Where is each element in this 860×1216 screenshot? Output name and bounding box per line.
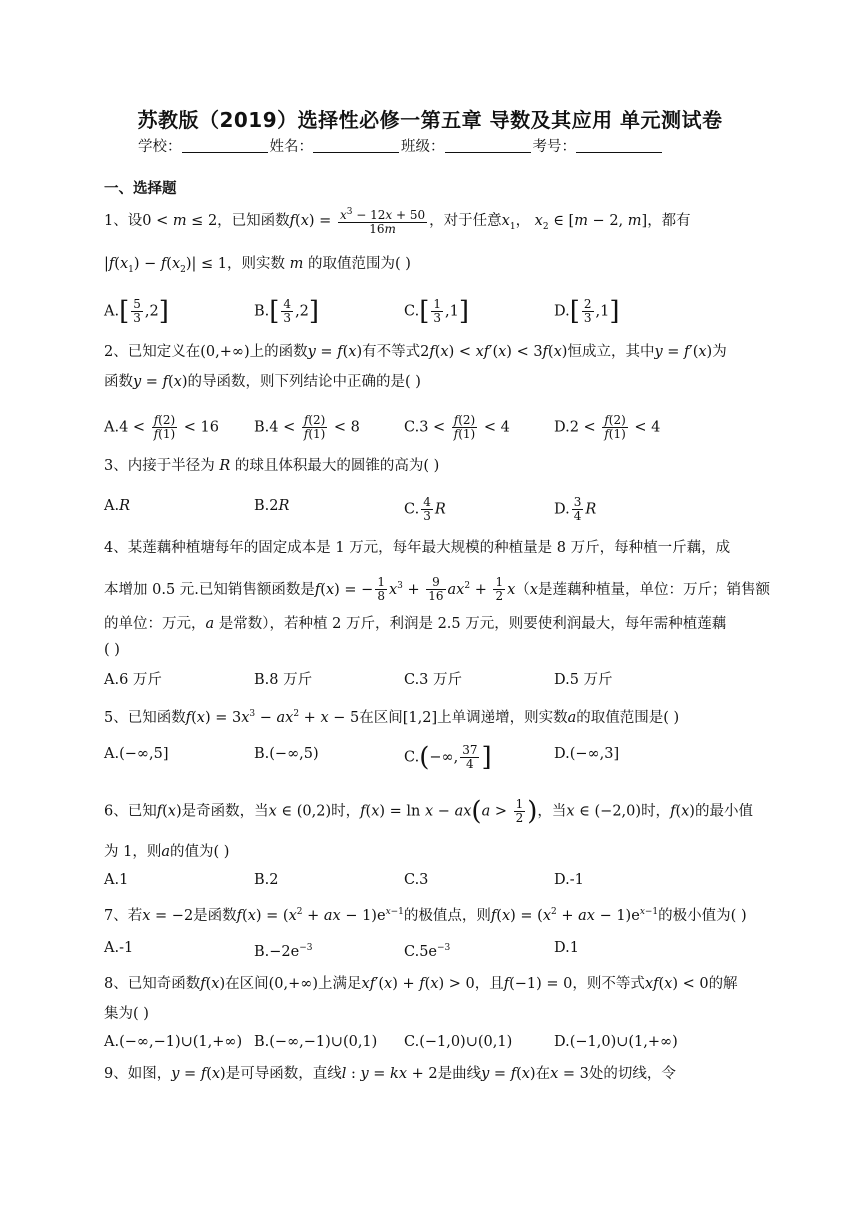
option-b[interactable]: B.8 万斤 [254, 672, 313, 688]
name-label: 姓名： [269, 139, 313, 155]
question-9-line-1: 9、如图，y = f(x)是可导函数，直线l : y = kx + 2是曲线y = f(x)在x = 3处的切线，令 [104, 1066, 676, 1082]
option-d[interactable]: D.(−1,0)∪(1,+∞) [554, 1034, 678, 1050]
question-number: 5、 [104, 709, 128, 726]
question-2-line-1: 2、已知定义在(0,+∞)上的函数y = f(x)有不等式2f(x) < xf′(x) < 3f(x)恒成立，其中y = f′(x)为 [104, 344, 727, 360]
student-info-line [138, 135, 664, 156]
question-4-line-1: 4、某莲藕种植塘每年的固定成本是 1 万元，每年最大规模的种植量是 8 万斤，每种植一斤藕，成 [104, 540, 731, 556]
question-number: 3、 [104, 458, 128, 474]
option-c[interactable]: C.3 < $\frac{f(2)}{f(1)}$ < 4 [404, 413, 510, 441]
page-title: 苏教版（2019）选择性必修一第五章 导数及其应用 单元测试卷 [137, 108, 723, 132]
number-blank[interactable] [576, 138, 662, 153]
question-1-line-2: $|f(x_1) - f(x_2)| \le 1$，则实数 m 的取值范围为( ) [104, 256, 411, 275]
option-d[interactable]: D. $\frac{3}{4}$ R [554, 495, 597, 523]
option-b[interactable]: B.[ $\frac{4}{3}$ ,2] [254, 296, 320, 327]
question-4-line-4: ( ) [104, 642, 120, 658]
option-b[interactable]: B.(−∞,−1)∪(0,1) [254, 1034, 378, 1050]
option-a[interactable]: A.1 [104, 872, 129, 888]
option-b[interactable]: B.4 < $\frac{f(2)}{f(1)}$ < 8 [254, 413, 360, 441]
question-3-line-1: 3、内接于半径为 R 的球且体积最大的圆锥的高为( ) [104, 458, 440, 474]
option-d[interactable]: D.(−∞,3] [554, 746, 620, 762]
class-label: 班级： [401, 139, 445, 155]
name-blank[interactable] [313, 138, 399, 153]
question-6-line-2: 为 1，则a的值为( ) [104, 844, 230, 860]
number-label: 考号： [532, 139, 576, 155]
question-2-line-2: 函数y = f(x)的导函数，则下列结论中正确的是( ) [104, 374, 421, 390]
option-a[interactable]: A.(−∞,−1)∪(1,+∞) [104, 1034, 243, 1050]
section-heading: 一、选择题 [104, 181, 177, 197]
option-a[interactable]: A.4 < $\frac{f(2)}{f(1)}$ < 16 [104, 413, 219, 441]
option-d[interactable]: D.1 [554, 940, 579, 956]
option-d[interactable]: D.2 < $\frac{f(2)}{f(1)}$ < 4 [554, 413, 661, 441]
option-d[interactable]: D.5 万斤 [554, 672, 613, 688]
question-number: 8、 [104, 976, 128, 992]
question-number: 2、 [104, 344, 128, 360]
class-blank[interactable] [445, 138, 531, 153]
question-number: 4、 [104, 540, 128, 556]
option-c[interactable]: C.3 万斤 [404, 672, 463, 688]
option-c[interactable]: C. $\frac{4}{3}$ R [404, 495, 446, 523]
option-a[interactable]: A.R [104, 498, 131, 514]
question-8-line-1: 8、已知奇函数f(x)在区间(0,+∞)上满足xf′(x) + f(x) > 0，且f(−1) = 0，则不等式xf(x) < 0的解 [104, 976, 738, 992]
option-a[interactable]: A.6 万斤 [104, 672, 162, 688]
option-b[interactable]: B.(−∞,5) [254, 746, 319, 762]
question-6-line-1: 6、已知f(x)是奇函数，当x ∈ (0,2)时，f(x) = ln x − ax(a > $\frac{1}{2}$ )，当x ∈ (−2,0)时，f(x)的最小值 [104, 796, 753, 827]
question-1-line-1: 1、设0 < m ≤ 2，已知函数f(x) = $\frac{x^3 - 12x + 50}{16m}$ ，对于任意$x_1$， $x_2$ ∈ [m − 2, m]，都有 [104, 207, 691, 236]
question-number: 7、 [104, 907, 128, 924]
option-a[interactable]: A.[ $\frac{5}{3}$ ,2] [104, 296, 169, 327]
question-4-line-2: 本增加 0.5 元.已知销售额函数是f(x) = − $\frac{1}{8}$ $x^3$ + $\frac{9}{16}$ $ax^2$ + $\frac{1}{2}$ x（x是莲藕种植量，单位：万斤；销售额 [104, 575, 770, 604]
option-b[interactable]: $B.-2e^{-3}$ [254, 943, 313, 960]
option-a[interactable]: A.-1 [104, 940, 134, 956]
question-number: 9、 [104, 1066, 128, 1082]
question-8-line-2: 集为( ) [104, 1006, 149, 1022]
question-number: 1、 [104, 213, 128, 229]
option-a[interactable]: A.(−∞,5] [104, 746, 169, 762]
option-c[interactable]: C.(−1,0)∪(0,1) [404, 1034, 513, 1050]
question-number: 6、 [104, 803, 128, 820]
option-c[interactable]: $C.5e^{-3}$ [404, 943, 451, 960]
option-c[interactable]: C.(−∞, $\frac{37}{4}$ ] [404, 742, 492, 773]
option-d[interactable]: D.[ $\frac{2}{3}$ ,1] [554, 296, 620, 327]
question-4-line-3: 的单位：万元，a 是常数），若种植 2 万斤，利润是 2.5 万元，则要使利润最大，每年需种植莲藕 [104, 616, 727, 632]
school-label: 学校： [138, 139, 182, 155]
school-blank[interactable] [182, 138, 268, 153]
option-c[interactable]: C.3 [404, 872, 429, 888]
fraction: $\frac{x^3 - 12x + 50}{16m}$ [339, 207, 426, 236]
question-7-line-1: 7、若x = −2是函数$f(x) = (x^2$ + ax − $1)e^{x-1}$的极值点，则$f(x) = (x^2$ + ax − $1)e^{x-1}$的极小值为( ) [104, 907, 747, 924]
option-d[interactable]: D.-1 [554, 872, 584, 888]
option-b[interactable]: B.2R [254, 498, 290, 514]
option-b[interactable]: B.2 [254, 872, 279, 888]
question-5-line-1: 5、已知函数$f(x) = 3x^3 - ax^2 + x - 5$在区间[1,2]上单调递增，则实数a的取值范围是( ) [104, 709, 680, 726]
option-c[interactable]: C.[ $\frac{1}{3}$ ,1] [404, 296, 469, 327]
